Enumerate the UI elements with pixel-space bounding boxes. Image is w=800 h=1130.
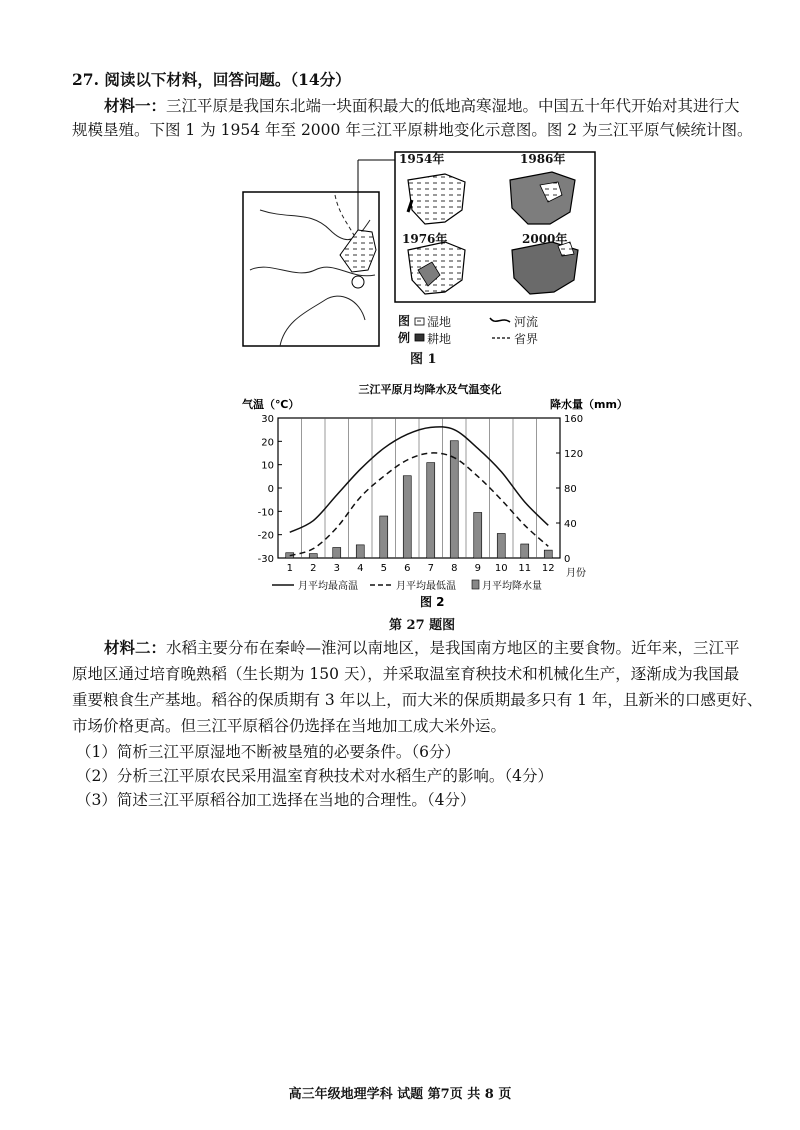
x-tick-label: 12 <box>541 563 555 574</box>
precip-bar <box>544 550 552 558</box>
climate-chart <box>240 378 628 610</box>
page-footer: 高三年级地理学科 试题 第7页 共 8 页 <box>288 1087 512 1102</box>
material2-line4: 市场价格更高。但三江平原稻谷仍选择在当地加工成大米外运。 <box>72 717 507 735</box>
left-tick-label: 20 <box>261 437 274 449</box>
right-tick-label: 80 <box>564 484 577 495</box>
right-tick-label: 0 <box>564 554 571 565</box>
year-1986: 1986年 <box>520 152 566 166</box>
year-1954: 1954年 <box>399 152 445 166</box>
legend-precip: 月平均降水量 <box>482 581 542 592</box>
material1-label: 材料一： <box>104 96 167 115</box>
precip-bar <box>474 513 482 559</box>
x-tick-label: 9 <box>474 563 481 574</box>
x-tick-label: 1 <box>286 563 293 574</box>
question-title: 27. 阅读以下材料，回答问题。（14分） <box>72 70 351 89</box>
precip-bar <box>403 476 411 558</box>
chart-title: 三江平原月均降水及气温变化 <box>358 383 502 396</box>
precip-bar <box>521 544 529 558</box>
legend-wetland: 湿地 <box>427 315 452 329</box>
precip-bar <box>356 545 364 558</box>
x-tick-label: 3 <box>333 563 340 574</box>
right-tick-label: 160 <box>564 414 584 425</box>
material2-line3: 重要粮食生产基地。稻谷的保质期有 3 年以上，而大米的保质期最多只有 1 年，且新米的口感更好、 <box>72 691 763 709</box>
legend-max-temp: 月平均最高温 <box>298 581 358 592</box>
right-axis-label: 降水量（mm） <box>550 398 628 411</box>
year-1976: 1976年 <box>402 232 448 246</box>
year-2000: 2000年 <box>522 232 568 246</box>
figure2-caption: 图 2 <box>420 595 445 609</box>
figure1-maps <box>240 150 600 360</box>
x-tick-label: 7 <box>427 563 434 574</box>
legend-title-1: 图 <box>398 314 411 328</box>
precip-bar <box>333 548 341 559</box>
material1-line1: 材料一：三江平原是我国东北端一块面积最大的低地高寒湿地。中国五十年代开始对其进行大 <box>104 96 740 115</box>
x-tick-label: 5 <box>380 563 387 574</box>
precip-bar <box>380 516 388 558</box>
x-tick-label: 11 <box>518 563 532 574</box>
left-tick-label: 10 <box>261 460 274 472</box>
x-tick-label: 10 <box>494 563 508 574</box>
x-tick-label: 8 <box>451 563 458 574</box>
figure27-caption: 第 27 题图 <box>389 618 456 633</box>
left-tick-label: -30 <box>257 554 274 565</box>
question-2: （2）分析三江平原农民采用温室育秧技术对水稻生产的影响。（4分） <box>76 767 553 785</box>
figure1-caption: 图 1 <box>410 352 437 367</box>
question-1: （1）简析三江平原湿地不断被垦殖的必要条件。（6分） <box>76 743 460 761</box>
locator-map <box>243 192 379 346</box>
legend-farmland: 耕地 <box>427 332 452 346</box>
question-3: （3）简述三江平原稻谷加工选择在当地的合理性。（4分） <box>76 791 476 809</box>
left-axis-label: 气温（℃） <box>242 398 300 411</box>
material2-label: 材料二： <box>104 638 167 657</box>
precip-bar <box>427 463 435 558</box>
right-tick-label: 40 <box>564 519 577 530</box>
legend-title-2: 例 <box>398 331 411 345</box>
left-tick-label: 0 <box>267 484 274 495</box>
precip-bar <box>497 534 505 559</box>
legend-min-temp: 月平均最低温 <box>396 581 456 592</box>
legend-border: 省界 <box>514 332 539 346</box>
x-tick-label: 6 <box>404 563 411 574</box>
left-tick-label: -10 <box>257 507 274 519</box>
x-axis-label: 月份 <box>566 568 586 579</box>
x-tick-label: 4 <box>357 563 364 574</box>
material1-line2: 规模垦殖。下图 1 为 1954 年至 2000 年三江平原耕地变化示意图。图 2 为三江平原气候统计图。 <box>72 121 753 139</box>
material2-line1: 材料二：水稻主要分布在秦岭—淮河以南地区，是我国南方地区的主要食物。近年来，三江平 <box>104 638 740 657</box>
left-tick-label: 30 <box>261 414 274 425</box>
material2-line2: 原地区通过培育晚熟稻（生长期为 150 天），并采取温室育秧技术和机械化生产，逐渐成为我国最 <box>72 665 740 683</box>
precip-bar <box>309 554 317 558</box>
left-tick-label: -20 <box>257 530 274 542</box>
legend-river: 河流 <box>514 315 539 329</box>
x-tick-label: 2 <box>310 563 317 574</box>
right-tick-label: 120 <box>564 449 584 460</box>
